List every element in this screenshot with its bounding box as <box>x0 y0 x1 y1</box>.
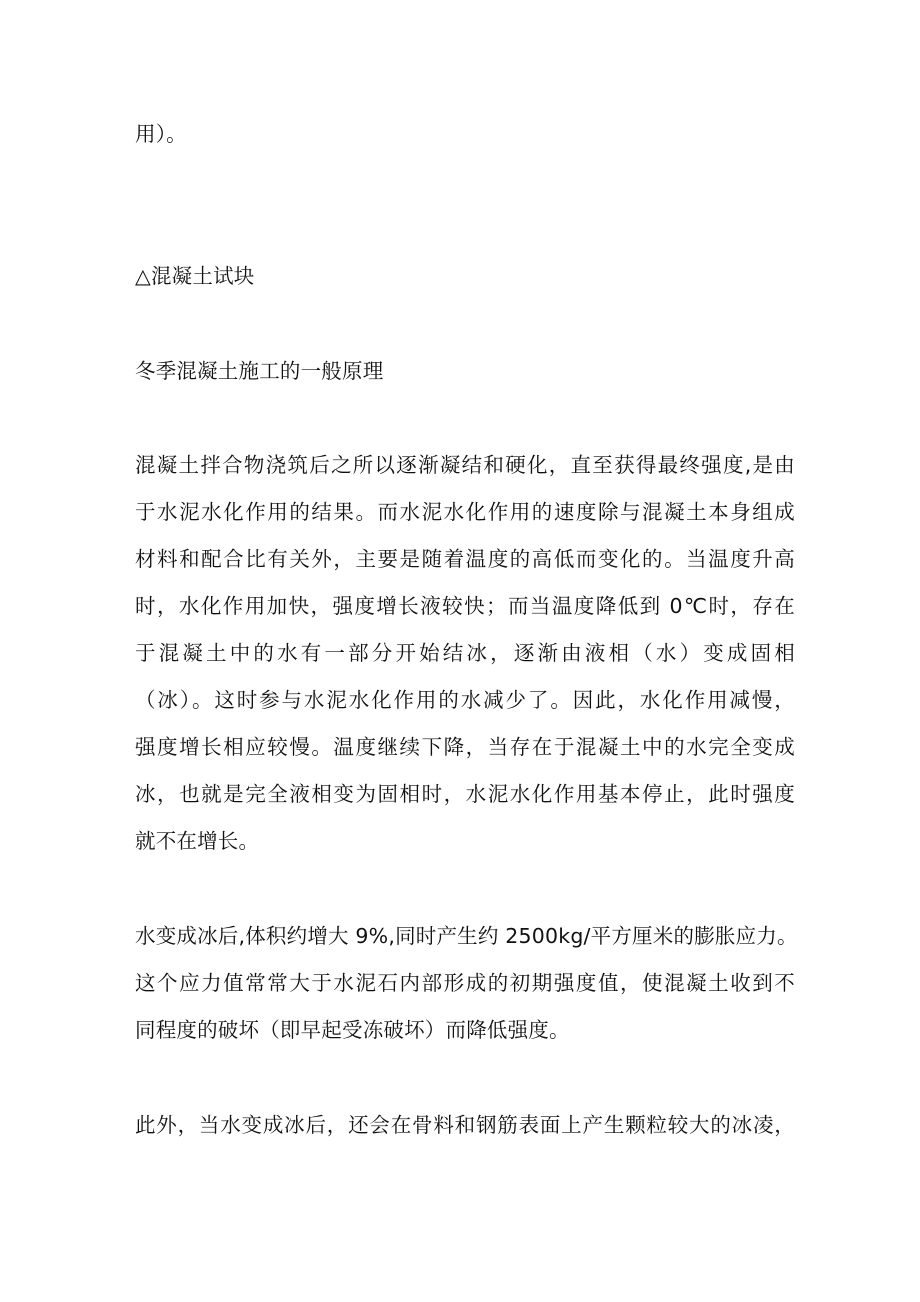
paragraph-line: 时，水化作用加快，强度增长液较快；而当温度降低到 0℃时，存在 <box>135 594 795 618</box>
paragraph-line: 材料和配合比有关外，主要是随着温度的高低而变化的。当温度升高 <box>135 547 795 571</box>
paragraph-line: 同程度的破坏（即早起受冻破坏）而降低强度。 <box>135 1018 570 1042</box>
paragraph-line: 冰，也就是完全液相变为固相时，水泥水化作用基本停止，此时强度 <box>135 782 795 806</box>
paragraph-line: 于混凝土中的水有一部分开始结冰，逐渐由液相（水）变成固相 <box>135 641 795 665</box>
paragraph-line: 强度增长相应较慢。温度继续下降，当存在于混凝土中的水完全变成 <box>135 735 795 759</box>
paragraph-line: 混凝土拌合物浇筑后之所以逐渐凝结和硬化，直至获得最终强度,是由 <box>135 453 795 477</box>
paragraph-line: 水变成冰后,体积约增大 9%,同时产生约 2500kg/平方厘米的膨胀应力。 <box>135 924 798 948</box>
paragraph-line: （冰）。这时参与水泥水化作用的水减少了。因此，水化作用减慢， <box>135 688 795 712</box>
paragraph-line: 此外，当水变成冰后，还会在骨料和钢筋表面上产生颗粒较大的冰凌， <box>135 1113 795 1137</box>
section-heading-principle: 冬季混凝土施工的一般原理 <box>135 359 384 383</box>
section-heading-specimen: △混凝土试块 <box>135 264 255 288</box>
paragraph-line: 这个应力值常常大于水泥石内部形成的初期强度值，使混凝土收到不 <box>135 971 795 995</box>
paragraph-line: 于水泥水化作用的结果。而水泥水化作用的速度除与混凝土本身组成 <box>135 500 795 524</box>
fragment-line: 用）。 <box>135 122 187 146</box>
paragraph-line: 就不在增长。 <box>135 829 260 853</box>
